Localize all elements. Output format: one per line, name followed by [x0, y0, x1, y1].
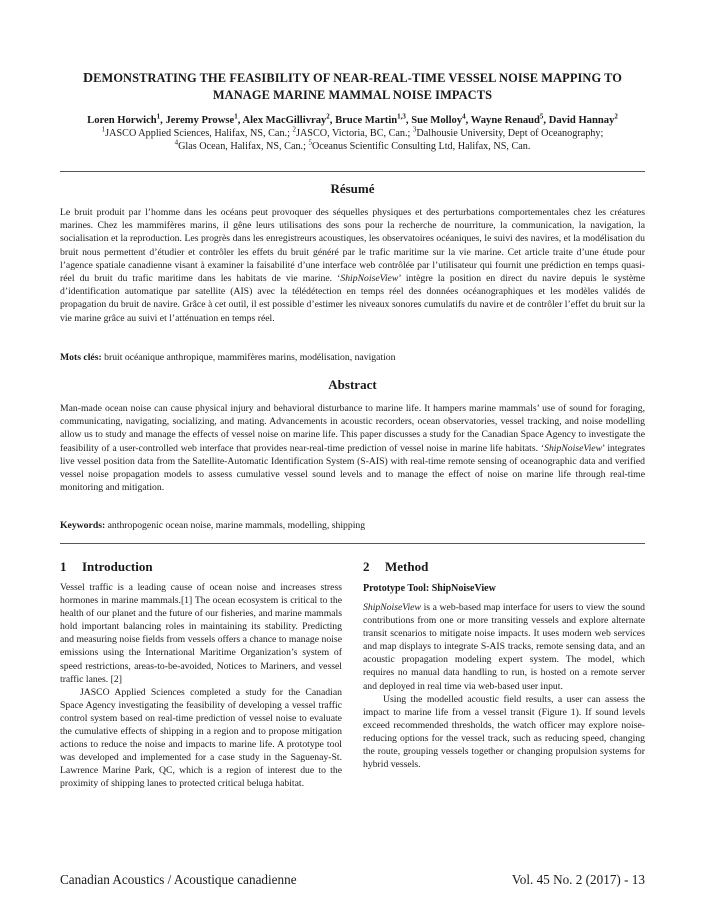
affiliations-line-1 — [40, 127, 665, 140]
author-name: Jeremy Prowse — [165, 115, 235, 126]
journal-name: Canadian Acoustics / Acoustique canadienne — [60, 872, 297, 887]
affiliation-marker: 1 — [101, 125, 106, 134]
affiliation-marker: 2 — [614, 112, 618, 121]
author-name: Bruce Martin — [335, 115, 398, 126]
affiliation-marker: 2 — [292, 125, 296, 134]
affiliation-marker: 3 — [412, 125, 417, 134]
divider — [60, 543, 645, 544]
author-name: Wayne Renaud — [470, 115, 540, 126]
author-name: Alex MacGillivray — [242, 115, 327, 126]
title-line-2: MANAGE MARINE MAMMAL NOISE IMPACTS — [212, 88, 493, 102]
introduction-paragraph: JASCO Applied Sciences completed a study for the Canadian Space Agency investigating the feasibility of developing a vessel traffic control system based on real-time prediction of vessel noise to evaluate the cumulative effects of shipping in a region and to propose mitigation actions to reduce the noise and impacts to marine life. A prototype tool was developed and implemented for a case study in the Saguenay-St. Lawrence Marine Park, QC, which is a region of interest due to the proximity of shipping lanes to protected critical beluga habitat. — [60, 686, 342, 790]
affiliations — [40, 127, 665, 153]
method-heading: 2 Method — [363, 559, 429, 574]
author-name: David Hannay — [548, 115, 615, 126]
divider — [60, 171, 645, 172]
abstract-text: Man-made ocean noise can cause physical injury and behavioral disturbance to marine life. It hampers marine mammals’ use of sound for foraging, communicating, navigating, socializing, and mating. Advancements in acoustic recorders, ocean observatories, vessel tracking, and noise modelling allow us to study and manage the effects of vessel noise on marine life. This paper discusses a study for the Canadian Space Agency to investigate the feasibility of a user-controlled web interface that provides near-real-time prediction of vessel noise in marine life habitats. ‘ShipNoiseView’ integrates live vessel position data from the Satellite-Automatic Identification System (S-AIS) with real-time remote sensing of oceanographic data and verified vessel noise propagation models to assess cumulative vessel sound levels and to manage the effect of noise on marine life through real-time monitoring and mitigation. — [60, 403, 645, 494]
affiliation-marker: 2 — [326, 112, 330, 121]
affiliation-text: JASCO, Victoria, BC, Can.; — [295, 128, 413, 139]
affiliation-marker: 1,3 — [397, 112, 406, 121]
method-subheading: Prototype Tool: ShipNoiseView — [363, 583, 496, 594]
author-name: Sue Molloy — [411, 115, 463, 126]
affiliations-line-2 — [40, 140, 665, 153]
paper-title — [60, 70, 645, 104]
resume-heading: Résumé — [330, 181, 375, 196]
affiliation-text: Oceanus Scientific Consulting Ltd, Halifax, NS, Can. — [312, 141, 531, 152]
resume-text: Le bruit produit par l’homme dans les océans peut provoquer des séquelles physiques et des perturbations comportementales chez les créatures marines. Chez les mammifères marins, il gêne leurs utilisations des sons pour la recherche de nourriture, la communication, la navigation, la socialisation et la reproduction. Les progrès dans les enregistreurs acoustiques, les observatoires océaniques, le suivi des navires, et la modélisation du bruit nous permettent d’étudier et contrôler les effets du bruit généré par le trafic maritime sur la vie marine. Cet article traite d’une étude pour l’agence spatiale canadienne visant à examiner la faisabilité d’une interface web contrôlée par l’utilisateur qui fournit une prédiction en temps quasi-réel du bruit du trafic maritime dans les habitats de vie marine. ‘ShipNoiseView’ intègre la position en direct du navire depuis le système d’identification automatique par satellite (AIS) avec la télédétection en temps réel des données océanographiques et les modèles validés de propagation du bruit de navire. Grâce à cet outil, il est possible d’estimer les niveaux sonores cumulatifs du navire et de contrôler l’effet du bruit sur la vie marine grâce au suivi et l’atténuation en temps réel. — [60, 207, 645, 324]
method-body — [363, 601, 645, 771]
affiliation-marker: 4 — [462, 112, 466, 121]
issue-page-number: Vol. 45 No. 2 (2017) - 13 — [511, 872, 645, 887]
affiliation-text: JASCO Applied Sciences, Halifax, NS, Can.; — [105, 128, 293, 139]
resume-keywords: Mots clés: bruit océanique anthropique, mammifères marins, modélisation, navigation — [60, 352, 396, 363]
introduction-body — [60, 581, 342, 791]
affiliation-marker: 5 — [539, 112, 544, 121]
abstract-keywords: Keywords: anthropogenic ocean noise, marine mammals, modelling, shipping — [60, 520, 366, 531]
introduction-paragraph: Vessel traffic is a leading cause of ocean noise and increases stress hormones in marine mammals.[1] The ocean ecosystem is critical to the health of our planet and the future of our fisheries, and marine mammals hold important balancing roles in maintaining its stability. Predicting and measuring noise fields from vessels offers a chance to manage noise emissions using the International Maritime Organization’s system of speed restrictions, areas-to-be-avoided, Notices to Mariners, and vessel traffic lanes. [2] — [60, 582, 342, 685]
author-name: Loren Horwich — [87, 115, 157, 126]
affiliation-marker: 1 — [156, 112, 161, 121]
author-list: Loren Horwich$^1$, Jeremy Prowse$^1$, Alex MacGillivray$^2$, Bruce Martin$^{1,3}$, Sue Molloy$^4$, Wayne Renaud$^5$, David Hannay$^2$ — [87, 112, 618, 126]
method-paragraph: Using the modelled acoustic field results, a user can assess the impact to marine life from a vessel transit (Figure 1). If sound levels exceed recommended thresholds, the watch officer may explore noise-reducing options for the vessel track, such as reducing speed, changing the route, grouping vessels together or changing propulsion systems for hybrid vessels. — [363, 693, 645, 771]
introduction-heading: 1 Introduction — [60, 559, 153, 574]
affiliation-text: Glas Ocean, Halifax, NS, Can.; — [178, 141, 309, 152]
title-line-1: DEMONSTRATING THE FEASIBILITY OF NEAR-REAL-TIME VESSEL NOISE MAPPING TO — [82, 71, 623, 86]
affiliation-marker: 1 — [234, 112, 238, 121]
abstract-heading: Abstract — [328, 377, 377, 392]
method-paragraph: ShipNoiseView is a web-based map interface for users to view the sound contributions from one or more transiting vessels and explore alternate transit scenarios to mitigate noise impacts. It uses modern web services and map displays to integrate S-AIS tracks, remote sensing data, and an acoustic propagation modeling expert system. The model, which requires no manual data handling to run, is hosted on a remote server and deployed in real time via web-based user input. — [363, 602, 645, 692]
affiliation-text: Dalhousie University, Dept of Oceanography; — [416, 128, 604, 139]
affiliation-marker: 5 — [308, 138, 312, 147]
affiliation-marker: 4 — [174, 138, 179, 147]
